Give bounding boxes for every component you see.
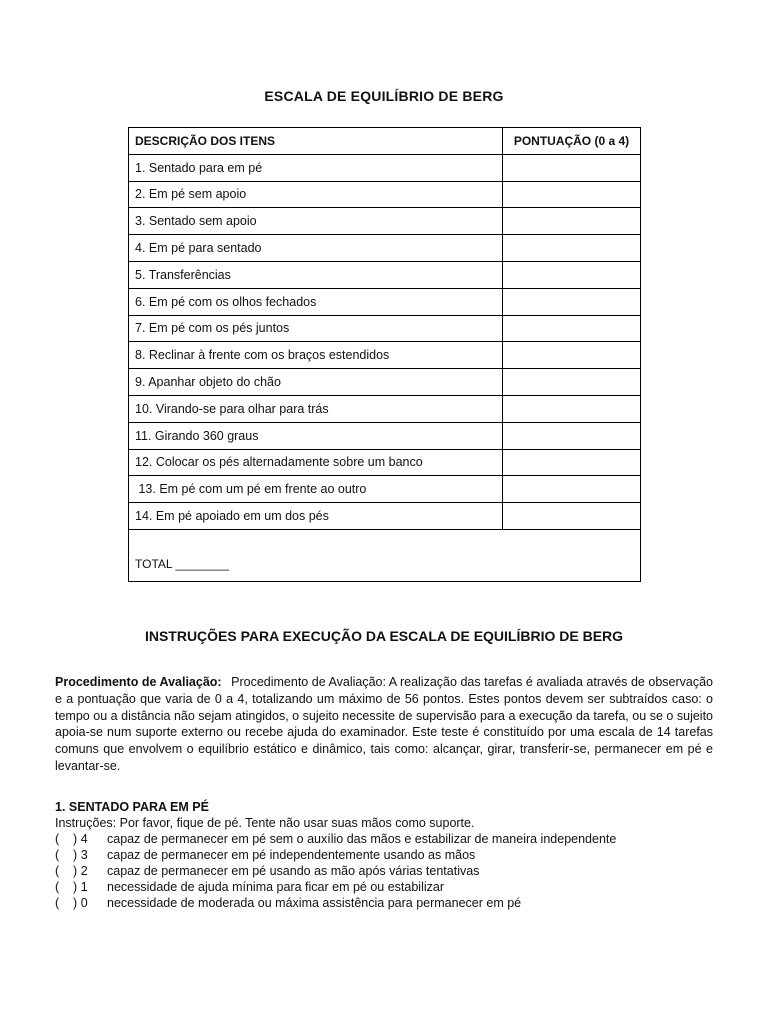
- section-sit-to-stand: [55, 799, 735, 911]
- option-checkbox[interactable]: ( ) 4: [55, 832, 88, 846]
- section-heading: 1. SENTADO PARA EM PÉ: [55, 800, 209, 814]
- table-header-row: [129, 128, 641, 155]
- item-description: 3. Sentado sem apoio: [129, 208, 503, 235]
- table-row: [129, 288, 641, 315]
- item-description: 10. Virando-se para olhar para trás: [129, 395, 503, 422]
- option-text: capaz de permanecer em pé usando as mão após várias tentativas: [107, 864, 480, 878]
- total-row: [129, 529, 641, 581]
- option-checkbox[interactable]: ( ) 0: [55, 896, 88, 910]
- item-description: 13. Em pé com um pé em frente ao outro: [129, 476, 503, 503]
- item-description: 5. Transferências: [129, 261, 503, 288]
- document-title: ESCALA DE EQUILÍBRIO DE BERG: [264, 88, 504, 104]
- option-item[interactable]: [55, 863, 735, 879]
- score-cell[interactable]: [503, 261, 641, 288]
- table-row: [129, 315, 641, 342]
- berg-scale-table: [128, 127, 641, 582]
- score-cell[interactable]: [503, 476, 641, 503]
- procedure-paragraph: [55, 674, 713, 775]
- option-item[interactable]: [55, 831, 735, 847]
- table-row: [129, 342, 641, 369]
- option-checkbox[interactable]: ( ) 1: [55, 880, 88, 894]
- section-instructions: Instruções: Por favor, fique de pé. Tente não usar suas mãos como suporte.: [55, 816, 475, 830]
- option-text: capaz de permanecer em pé sem o auxílio das mãos e estabilizar de maneira independente: [107, 832, 617, 846]
- table-row: [129, 503, 641, 530]
- option-text: capaz de permanecer em pé independentemente usando as mãos: [107, 848, 476, 862]
- procedure-text: Procedimento de Avaliação: A realização das tarefas é avaliada através de observação e a pontuação que varia de 0 a 4, totalizando um máximo de 56 pontos. Estes pontos devem ser subtraídos caso: o tempo ou a distância não sejam atingidos, o sujeito necessite de supervisão para a execução da tarefa, ou se o sujeito apoia-se num suporte externo ou recebe ajuda do examinador. Este teste é constituído por uma escala de 14 tarefas comuns que envolvem o equilíbrio estático e dinâmico, tais como: alcançar, girar, transferir-se, permanecer em pé e levantar-se.: [55, 675, 713, 773]
- table-row: [129, 261, 641, 288]
- item-description: 6. Em pé com os olhos fechados: [129, 288, 503, 315]
- item-description: 14. Em pé apoiado em um dos pés: [129, 503, 503, 530]
- header-score: PONTUAÇÃO (0 a 4): [503, 128, 641, 155]
- option-text: necessidade de moderada ou máxima assistência para permanecer em pé: [107, 896, 522, 910]
- score-cell[interactable]: [503, 154, 641, 181]
- option-item[interactable]: [55, 879, 735, 895]
- item-description: 2. Em pé sem apoio: [129, 181, 503, 208]
- item-description: 11. Girando 360 graus: [129, 422, 503, 449]
- table-row: [129, 235, 641, 262]
- option-item[interactable]: [55, 895, 735, 911]
- score-cell[interactable]: [503, 181, 641, 208]
- option-text: necessidade de ajuda mínima para ficar em pé ou estabilizar: [107, 880, 444, 894]
- score-cell[interactable]: [503, 395, 641, 422]
- option-checkbox[interactable]: ( ) 3: [55, 848, 88, 862]
- score-cell[interactable]: [503, 422, 641, 449]
- score-cell[interactable]: [503, 235, 641, 262]
- procedure-lead: Procedimento de Avaliação:: [55, 675, 222, 689]
- header-description: DESCRIÇÃO DOS ITENS: [129, 128, 503, 155]
- table-row: [129, 476, 641, 503]
- item-description: 12. Colocar os pés alternadamente sobre um banco: [129, 449, 503, 476]
- item-description: 7. Em pé com os pés juntos: [129, 315, 503, 342]
- table-row: [129, 449, 641, 476]
- table-row: [129, 369, 641, 396]
- score-cell[interactable]: [503, 208, 641, 235]
- option-checkbox[interactable]: ( ) 2: [55, 864, 88, 878]
- score-cell[interactable]: [503, 503, 641, 530]
- item-description: 8. Reclinar à frente com os braços estendidos: [129, 342, 503, 369]
- item-description: 4. Em pé para sentado: [129, 235, 503, 262]
- table-row: [129, 154, 641, 181]
- table-row: [129, 422, 641, 449]
- score-cell[interactable]: [503, 288, 641, 315]
- score-cell[interactable]: [503, 342, 641, 369]
- option-item[interactable]: [55, 847, 735, 863]
- total-label[interactable]: TOTAL ________: [129, 529, 641, 581]
- table-row: [129, 208, 641, 235]
- score-cell[interactable]: [503, 369, 641, 396]
- score-cell[interactable]: [503, 449, 641, 476]
- score-cell[interactable]: [503, 315, 641, 342]
- instructions-title: INSTRUÇÕES PARA EXECUÇÃO DA ESCALA DE EQUILÍBRIO DE BERG: [144, 628, 624, 644]
- item-description: 1. Sentado para em pé: [129, 154, 503, 181]
- table-row: [129, 181, 641, 208]
- item-description: 9. Apanhar objeto do chão: [129, 369, 503, 396]
- table-row: [129, 395, 641, 422]
